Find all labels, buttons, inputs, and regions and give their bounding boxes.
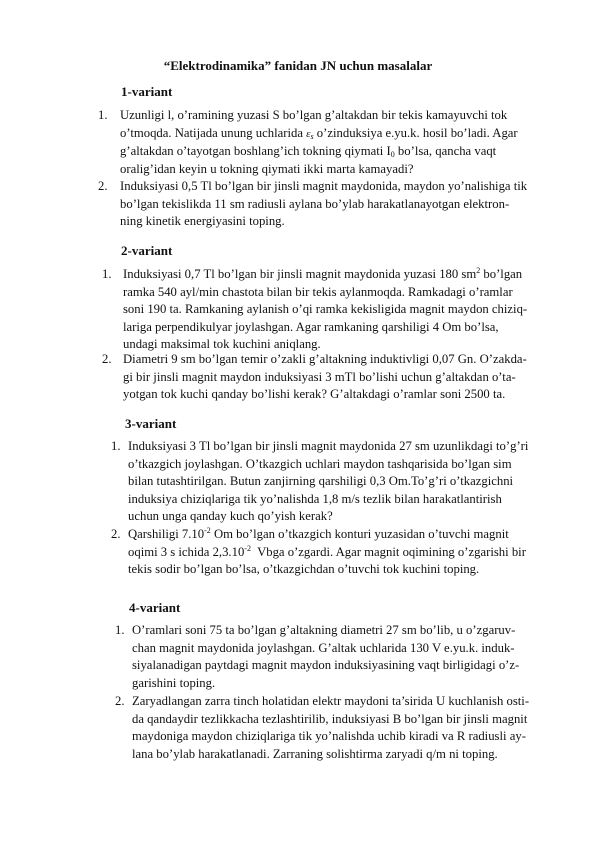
problem-line: garishini toping. (132, 675, 216, 690)
variant-1-problem-1 (98, 107, 578, 178)
problem-line: Induksiyasi 3 Tl bo’lgan bir jinsli magnit maydonida 27 sm uzunlikdagi to’g’ri (128, 439, 529, 453)
variant-4-heading: 4-variant (129, 600, 181, 615)
problem-line: Diametri 9 sm bo’lgan temir o’zakli g’altakning induktivligi 0,07 Gn. O’zakda- (123, 352, 527, 366)
problem-line: o’tkazgich joylashgan. O’tkazgich uchlari maydon tashqarisida bo’lgan sim (128, 456, 512, 471)
problem-number: 1. (98, 108, 108, 122)
problem-line: oqimi 3 s ichida $2,3.10^{-2}$ Vbga o’zgardi. Agar magnit oqimining o’zgarishi bir (128, 543, 526, 559)
problem-number: 2. (102, 352, 112, 366)
problem-line: da qandaydir tezlikkacha tezlashtirilib, induksiyasi B bo’lgan bir jinsli magnit (132, 711, 528, 726)
problem-line: Zaryadlangan zarra tinch holatidan elektr maydoni ta’sirida U kuchlanish osti- (132, 694, 530, 708)
problem-number: 1. (111, 439, 121, 453)
variant-3-heading: 3-variant (125, 416, 177, 431)
problem-line: oralig’idan keyin u tokning qiymati ikki marta kamayadi? (120, 161, 414, 176)
problem-number: 1. (102, 267, 112, 281)
problem-line: ramka 540 ayl/min chastota bilan bir tekis aylanmoqda. Ramkadagi o’ramlar (123, 284, 513, 299)
variant-3-problem-2 (111, 526, 581, 579)
problem-number: 1. (115, 623, 125, 637)
problem-line: Induksiyasi 0,7 Tl bo’lgan bir jinsli magnit maydonida yuzasi 180 $sm^2$ bo’lgan (123, 266, 523, 281)
problem-line: undagi maksimal tok kuchini aniqlang. (123, 337, 321, 352)
variant-3-problem-1 (111, 438, 581, 526)
problem-line: o’tmoqda. Natijada unung uchlarida $\varepsilon_s$ o’zinduksiya e.yu.k. hosil bo’ladi. Agar (120, 125, 518, 141)
variant-4-problem-1 (115, 622, 581, 692)
problem-line: gi bir jinsli magnit maydon induksiyasi 3 mTl bo’lishi uchun g’altakdan o’ta- (123, 369, 516, 384)
problem-line: Qarshiligi $7.10^{-2}$ Om bo’lgan o’tkazgich konturi yuzasidan o’tuvchi magnit (128, 526, 509, 541)
problem-line: bo’lgan tekislikda 11 sm radiusli aylana bo’ylab harakatlanayotgan elektron- (120, 196, 510, 211)
problem-line: bilan tutashtirilgan. Butun zanjirning qarshiligi 0,3 Om.To’g’ri o’tkazgichni (128, 474, 514, 489)
problem-line: induksiya chiziqlariga tik yo’nalishda 1,8 m/s tezlik bilan harakatlantirish (128, 491, 502, 506)
problem-line: O’ramlari soni 75 ta bo’lgan g’altakning diametri 27 sm bo’lib, u o’zgaruv- (132, 623, 516, 637)
problem-line: maydoniga maydon chiziqlariga tik yo’nalishda uchib kiradi va R radiusli ay- (132, 729, 526, 744)
problem-line: lariga perpendikulyar joylashgan. Agar ramkaning qarshiligi 4 Om bo’lsa, (123, 319, 499, 334)
problem-line: lana bo’ylab harakatlanadi. Zarraning solishtirma zaryadi q/m ni toping. (132, 746, 498, 761)
problem-line: chan magnit maydonida joylashgan. G’altak uchlarida 130 V e.yu.k. induk- (132, 640, 515, 655)
problem-line: tekis sodir bo’lgan bo’lsa, o’tkazgichdan o’tuvchi tok kuchini toping. (128, 562, 480, 577)
problem-line: yotgan tok kuchi qanday bo’lishi kerak? G’altakdagi o’ramlar soni 2500 ta. (123, 387, 506, 402)
problem-line: g’altakdan o’tayotgan boshlang’ich tokning qiymati $I_0$ bo’lsa, qancha vaqt (120, 144, 497, 160)
variant-1-heading: 1-variant (121, 84, 173, 99)
variant-4-problem-2 (115, 693, 581, 763)
problem-line: siyalanadigan paytdagi magnit maydon induksiyasining vaqt birligidagi o’z- (132, 658, 520, 673)
problem-number: 2. (98, 179, 108, 193)
problem-line: Uzunligi l, o’ramining yuzasi S bo’lgan g’altakdan bir tekis kamayuvchi tok (120, 108, 508, 122)
variant-1-problem-2 (98, 178, 578, 231)
page-title: “Elektrodinamika” fanidan JN uchun masalalar (163, 58, 433, 73)
problem-number: 2. (111, 527, 121, 541)
problem-number: 2. (115, 694, 125, 708)
variant-2-problem-2 (102, 351, 582, 404)
problem-line: uchun unga qanday kuch qo’yish kerak? (128, 509, 333, 524)
problem-line: ning kinetik energiyasini toping. (120, 214, 285, 229)
problem-line: Induksiyasi 0,5 Tl bo’lgan bir jinsli magnit maydonida, maydon yo’nalishiga tik (120, 179, 528, 193)
problem-line: soni 190 ta. Ramkaning aylanish o’qi ramka kekisligida magnit maydon chiziq- (123, 302, 528, 317)
variant-2-heading: 2-variant (121, 243, 173, 258)
variant-2-problem-1 (102, 266, 582, 354)
